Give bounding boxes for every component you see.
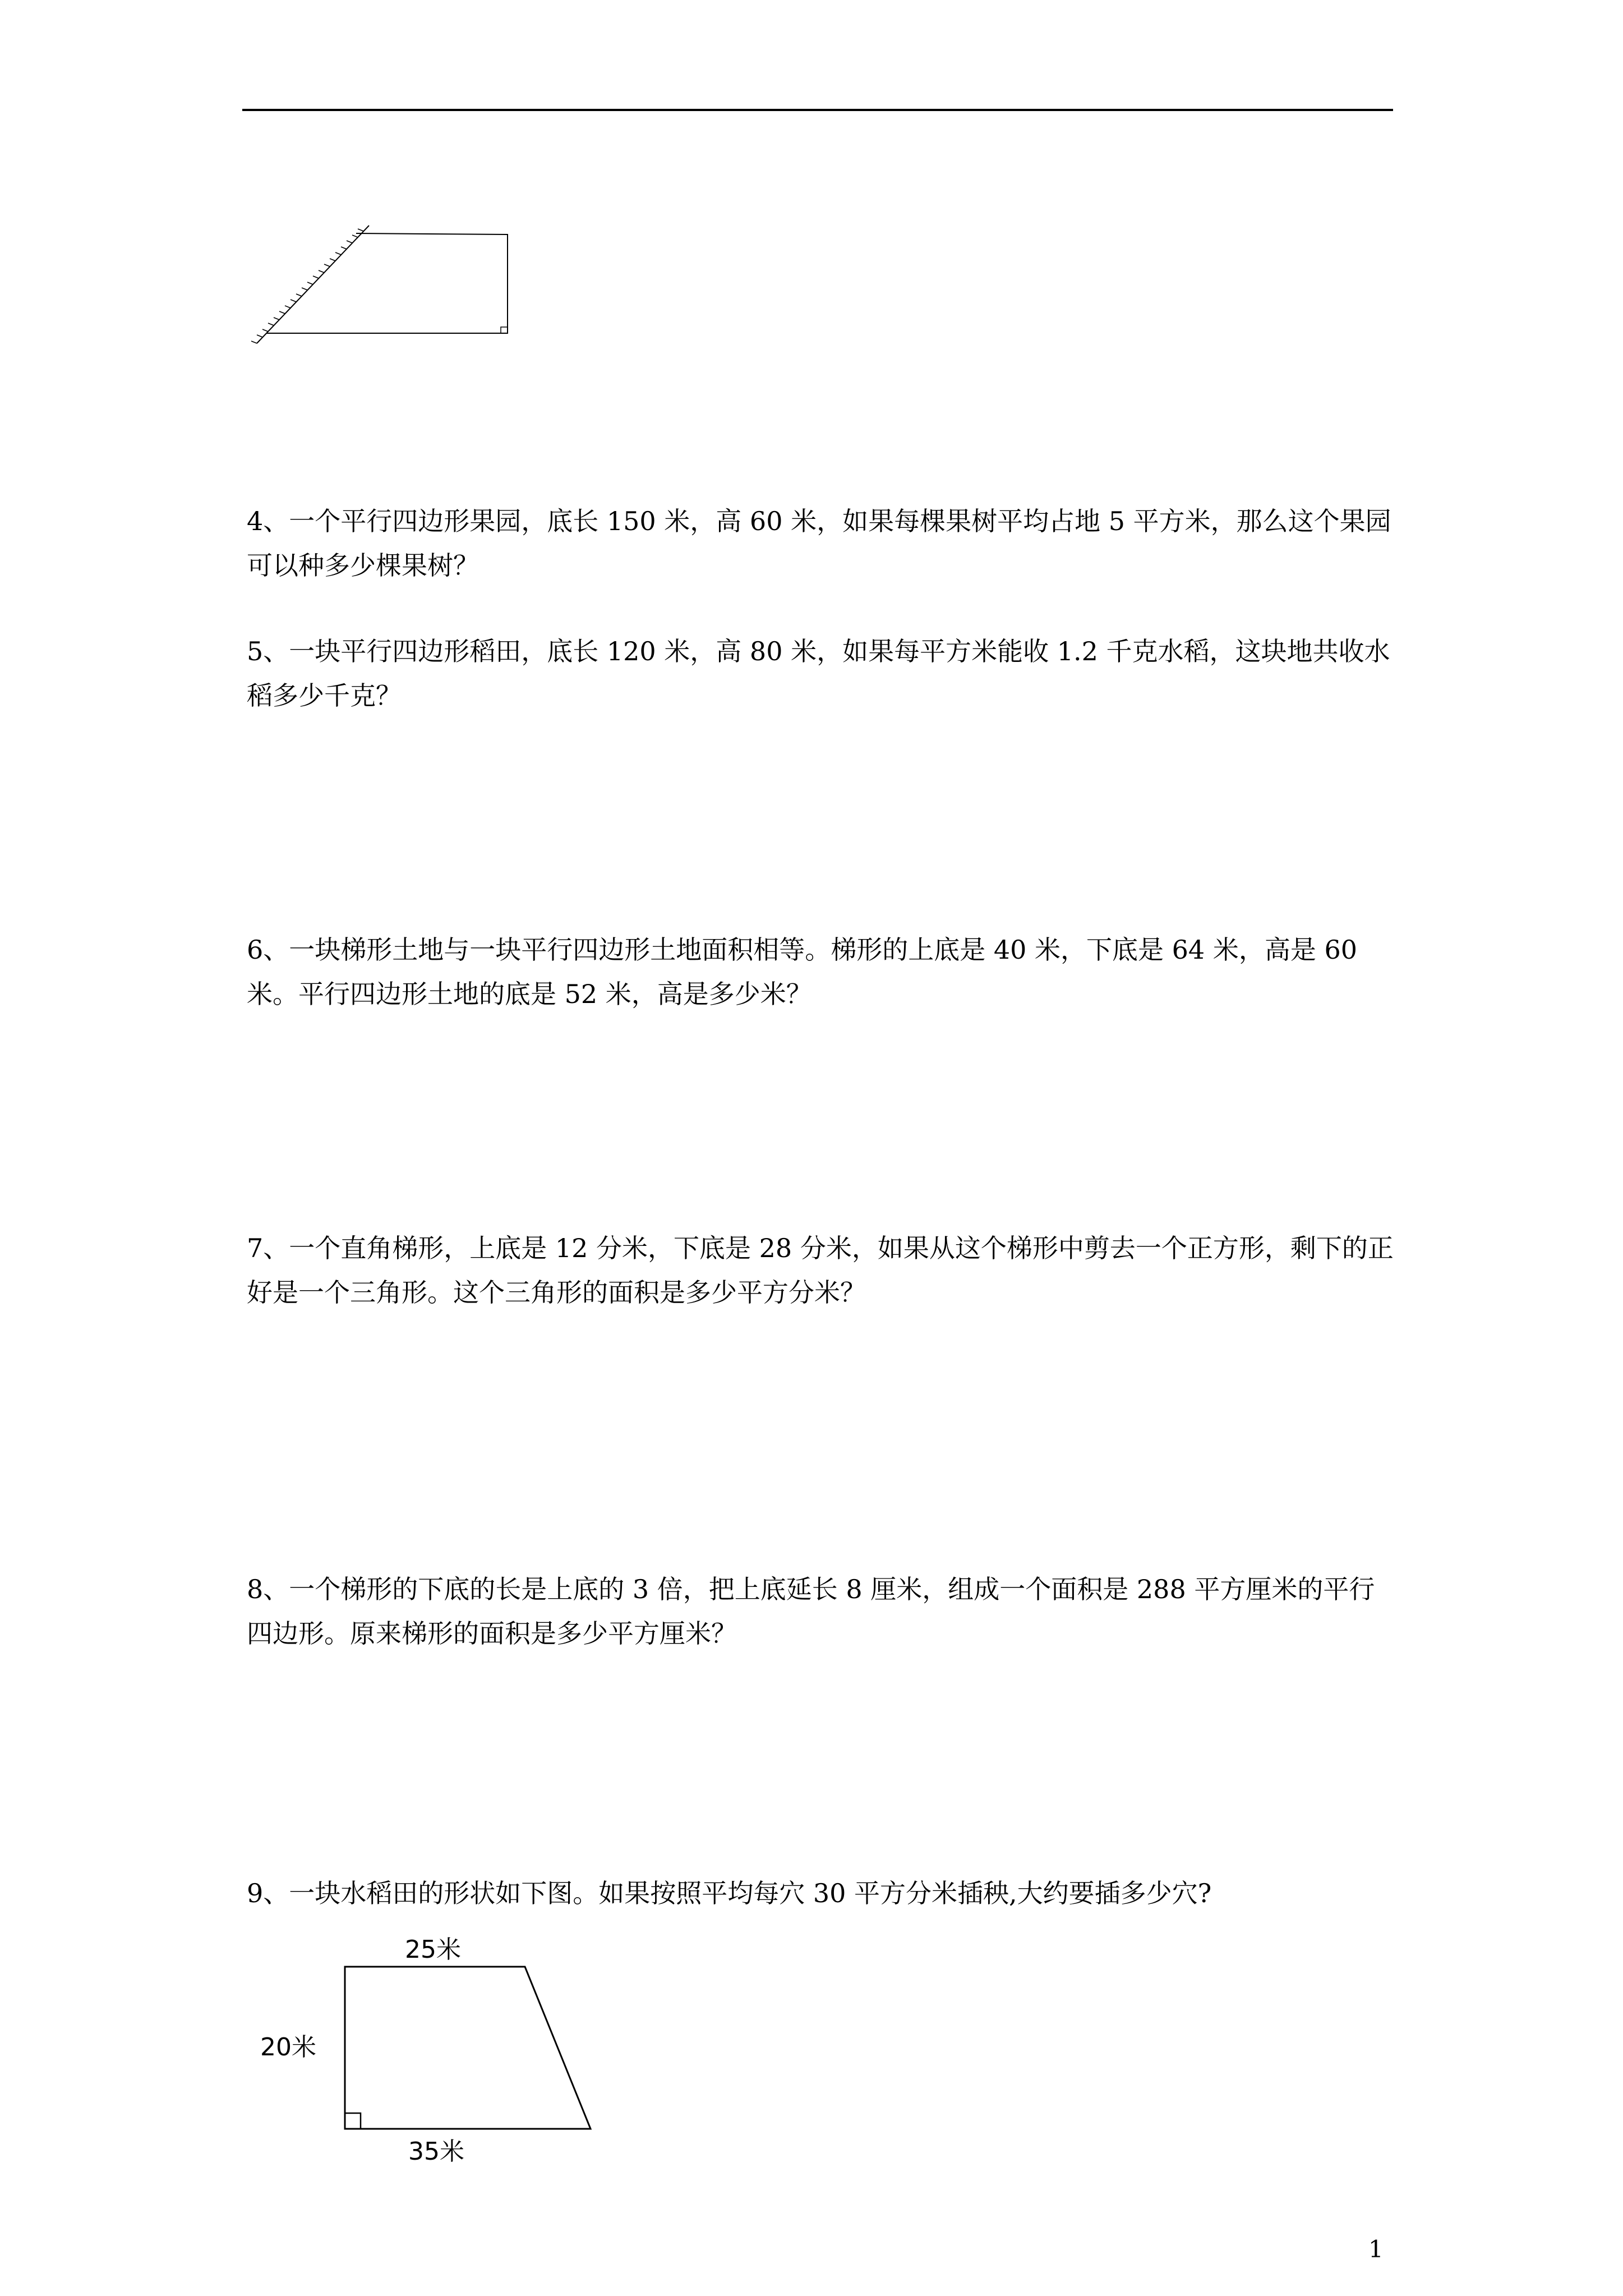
page-number: 1 <box>1368 2235 1384 2263</box>
question-4: 4、一个平行四边形果园，底长 150 米，高 60 米，如果每棵果树平均占地 5 平方米，那么这个果园可以种多少棵果树？ <box>247 506 1391 581</box>
height-label: 20米 <box>260 2033 316 2062</box>
top-base-label: 25米 <box>405 1935 461 1964</box>
header-rule <box>242 109 1393 111</box>
question-7: 7、一个直角梯形，上底是 12 分米，下底是 28 分米，如果从这个梯形中剪去一个正方形，剩下的正好是一个三角形。这个三角形的面积是多少平方分米？ <box>247 1233 1394 1308</box>
field-trapezoid <box>345 1967 591 2129</box>
question-8: 8、一个梯形的下底的长是上底的 3 倍，把上底延长 8 厘米，组成一个面积是 288 平方厘米的平行四边形。原来梯形的面积是多少平方厘米？ <box>247 1574 1375 1649</box>
question-6: 6、一块梯形土地与一块平行四边形土地面积相等。梯形的上底是 40 米，下底是 64 米，高是 60 米。平行四边形土地的底是 52 米，高是多少米？ <box>247 935 1357 1009</box>
bottom-base-label: 35米 <box>408 2137 464 2166</box>
wall-hatching <box>251 229 363 343</box>
rice-field-figure <box>247 1930 611 2177</box>
question-9: 9、一块水稻田的形状如下图。如果按照平均每穴 30 平方分米插秧,大约要插多少穴? <box>247 1878 1212 1908</box>
question-5: 5、一块平行四边形稻田，底长 120 米，高 80 米，如果每平方米能收 1.2 千克水稻，这块地共收水稻多少千克？ <box>247 636 1390 711</box>
right-angle-mark <box>345 2113 361 2129</box>
wall-trapezoid-figure <box>241 213 533 353</box>
